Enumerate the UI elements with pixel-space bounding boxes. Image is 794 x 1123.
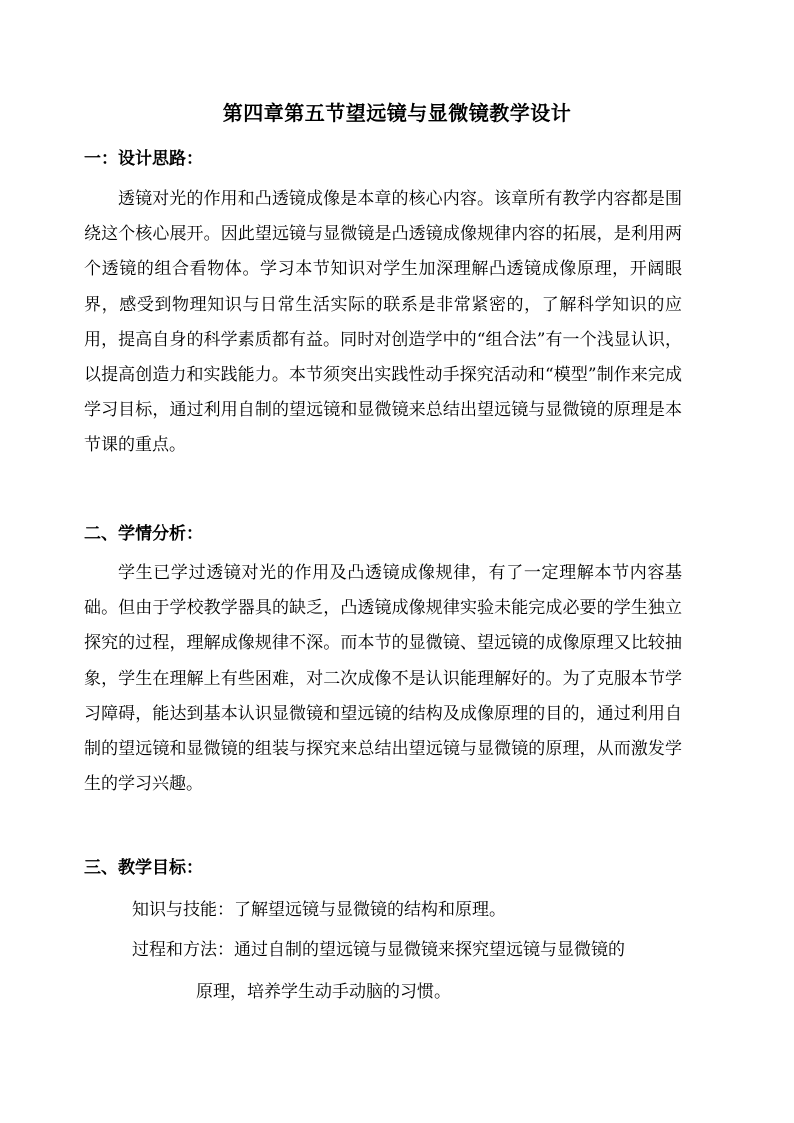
goal-label: 知识与技能： [132,900,234,920]
document-title: 第四章第五节望远镜与显微镜教学设计 [222,101,572,125]
goal-label: 过程和方法： [132,940,234,960]
section-body-design-idea: 透镜对光的作用和凸透镜成像是本章的核心内容。该章所有教学内容都是围绕这个核心展开。因此望远镜与显微镜是凸透镜成像规律内容的拓展，是利用两个透镜的组合看物体。学习本节知识对学生加深理解凸透镜成像原理，开阔眼界，感受到物理知识与日常生活实际的联系是非常紧密的，了解科学知识的应用，提高自身的科学素质都有益。同时对创造学中的“组合法”有一个浅显认识，以提高创造力和实践能力。本节须突出实践性动手探究活动和“模型”制作来完成学习目标，通过利用自制的望远镜和显微镜来总结出望远镜与显微镜的原理是本节课的重点。 [84,189,682,456]
section-body-learner-analysis: 学生已学过透镜对光的作用及凸透镜成像规律，有了一定理解本节内容基础。但由于学校教学器具的缺乏，凸透镜成像规律实验未能完成必要的学生独立探究的过程，理解成像规律不深。而本节的显微镜、望远镜的成像原理又比较抽象，学生在理解上有些困难，对二次成像不是认识能理解好的。为了克服本节学习障碍，能达到基本认识显微镜和望远镜的结构及成像原理的目的，通过利用自制的望远镜和显微镜的组装与探究来总结出望远镜与显微镜的原理，从而激发学生的学习兴趣。 [84,563,682,795]
goal-knowledge-skills [132,898,506,922]
section-heading-teaching-goals: 三、教学目标： [84,858,203,878]
goal-text: 通过自制的望远镜与显微镜来探究望远镜与显微镜的 [234,940,625,960]
goal-process-methods [132,938,625,962]
goal-text: 了解望远镜与显微镜的结构和原理。 [234,900,506,920]
goal-process-methods-continuation: 原理，培养学生动手动脑的习惯。 [196,982,451,1002]
section-heading-learner-analysis: 二、学情分析： [84,524,203,544]
section-heading-design-idea: 一：设计思路： [84,149,203,169]
